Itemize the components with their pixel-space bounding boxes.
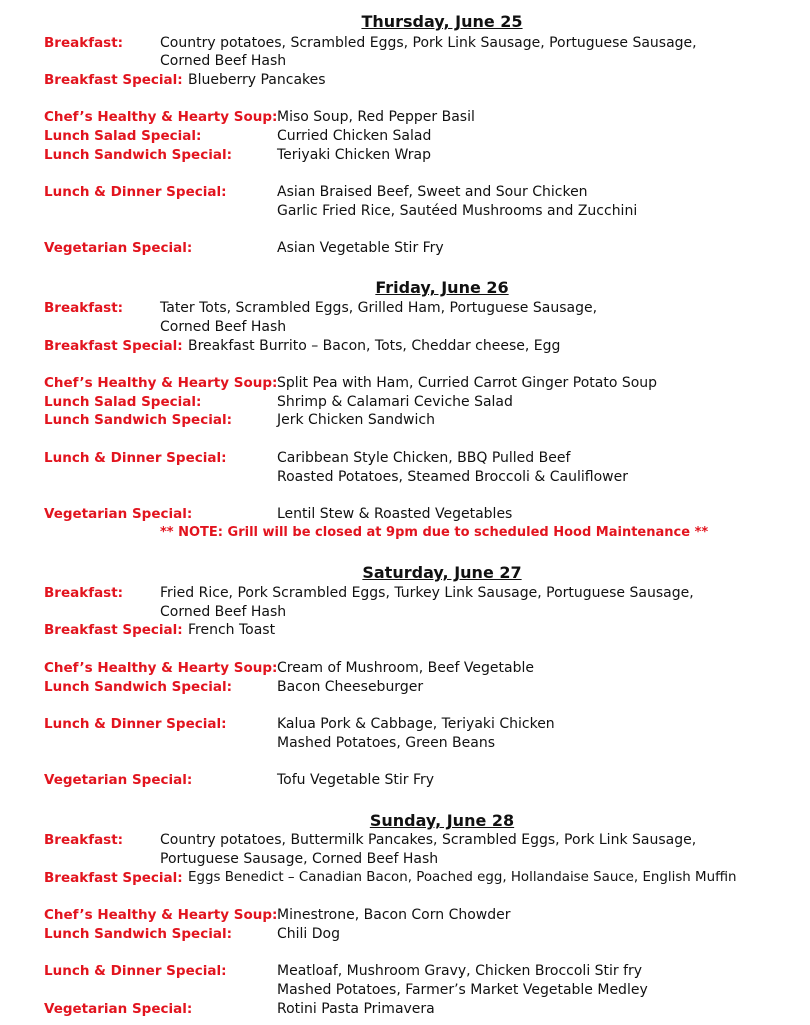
lunch-dinner-value: Asian Braised Beef, Sweet and Sour Chicken [277,184,588,200]
soup-value: Minestrone, Bacon Corn Chowder [277,907,511,923]
sandwich-value: Jerk Chicken Sandwich [277,412,435,428]
vegetarian-value: Asian Vegetable Stir Fry [277,240,444,256]
breakfast-label: Breakfast: [44,585,124,601]
vegetarian-label: Vegetarian Special: [44,240,193,256]
day-title: Friday, June 26 [375,278,509,297]
breakfast-special-value: French Toast [188,622,276,638]
breakfast-label: Breakfast: [44,35,124,51]
breakfast-value-cont: Corned Beef Hash [160,604,287,620]
lunch-dinner-label: Lunch & Dinner Special: [44,716,227,732]
breakfast-value: Tater Tots, Scrambled Eggs, Grilled Ham, Portuguese Sausage, [160,300,598,316]
soup-label: Chef’s Healthy & Hearty Soup: [44,660,278,676]
sandwich-label: Lunch Sandwich Special: [44,412,232,428]
breakfast-value: Country potatoes, Buttermilk Pancakes, Scrambled Eggs, Pork Link Sausage, [160,832,697,848]
sandwich-value: Chili Dog [277,926,340,942]
vegetarian-value: Rotini Pasta Primavera [277,1001,435,1017]
breakfast-special-value: Blueberry Pancakes [188,72,326,88]
soup-label: Chef’s Healthy & Hearty Soup: [44,109,278,125]
sandwich-value: Teriyaki Chicken Wrap [277,147,431,163]
salad-value: Shrimp & Calamari Ceviche Salad [277,394,513,410]
salad-label: Lunch Salad Special: [44,128,202,144]
breakfast-label: Breakfast: [44,300,124,316]
vegetarian-value: Tofu Vegetable Stir Fry [277,772,435,788]
lunch-dinner-value: Meatloaf, Mushroom Gravy, Chicken Broccoli Stir fry [277,963,643,979]
breakfast-value-cont: Corned Beef Hash [160,319,287,335]
sandwich-label: Lunch Sandwich Special: [44,926,232,942]
sandwich-label: Lunch Sandwich Special: [44,147,232,163]
breakfast-special-value: Breakfast Burrito – Bacon, Tots, Cheddar cheese, Egg [188,338,561,354]
soup-value: Miso Soup, Red Pepper Basil [277,109,475,125]
vegetarian-label: Vegetarian Special: [44,772,193,788]
day-title: Thursday, June 25 [361,12,523,31]
lunch-dinner-label: Lunch & Dinner Special: [44,450,227,466]
vegetarian-label: Vegetarian Special: [44,506,193,522]
lunch-dinner-label: Lunch & Dinner Special: [44,184,227,200]
breakfast-special-label: Breakfast Special: [44,622,183,638]
lunch-dinner-value: Kalua Pork & Cabbage, Teriyaki Chicken [277,716,555,732]
lunch-dinner-label: Lunch & Dinner Special: [44,963,227,979]
day-title: Sunday, June 28 [369,811,515,830]
vegetarian-label: Vegetarian Special: [44,1001,193,1017]
breakfast-value: Country potatoes, Scrambled Eggs, Pork Link Sausage, Portuguese Sausage, [160,35,697,51]
breakfast-value-cont: Portuguese Sausage, Corned Beef Hash [160,851,439,867]
lunch-dinner-value-cont: Roasted Potatoes, Steamed Broccoli & Cauliflower [277,469,628,485]
breakfast-value-cont: Corned Beef Hash [160,53,287,69]
salad-label: Lunch Salad Special: [44,394,202,410]
soup-label: Chef’s Healthy & Hearty Soup: [44,907,278,923]
breakfast-value: Fried Rice, Pork Scrambled Eggs, Turkey Link Sausage, Portuguese Sausage, [160,585,694,601]
salad-value: Curried Chicken Salad [277,128,432,144]
breakfast-label: Breakfast: [44,832,124,848]
lunch-dinner-value-cont: Mashed Potatoes, Farmer’s Market Vegetable Medley [277,982,648,998]
breakfast-special-label: Breakfast Special: [44,72,183,88]
sandwich-value: Bacon Cheeseburger [277,679,424,695]
lunch-dinner-value: Caribbean Style Chicken, BBQ Pulled Beef [277,450,571,466]
soup-label: Chef’s Healthy & Hearty Soup: [44,375,278,391]
soup-value: Cream of Mushroom, Beef Vegetable [277,660,534,676]
day-title: Saturday, June 27 [362,563,522,582]
lunch-dinner-value-cont: Mashed Potatoes, Green Beans [277,735,496,751]
maintenance-note: ** NOTE: Grill will be closed at 9pm due to scheduled Hood Maintenance ** [160,525,709,540]
vegetarian-value: Lentil Stew & Roasted Vegetables [277,506,513,522]
breakfast-special-label: Breakfast Special: [44,338,183,354]
soup-value: Split Pea with Ham, Curried Carrot Ginger Potato Soup [277,375,658,391]
breakfast-special-value: Eggs Benedict – Canadian Bacon, Poached egg, Hollandaise Sauce, English Muffin [188,870,737,885]
sandwich-label: Lunch Sandwich Special: [44,679,232,695]
lunch-dinner-value-cont: Garlic Fried Rice, Sautéed Mushrooms and Zucchini [277,203,638,219]
breakfast-special-label: Breakfast Special: [44,870,183,886]
